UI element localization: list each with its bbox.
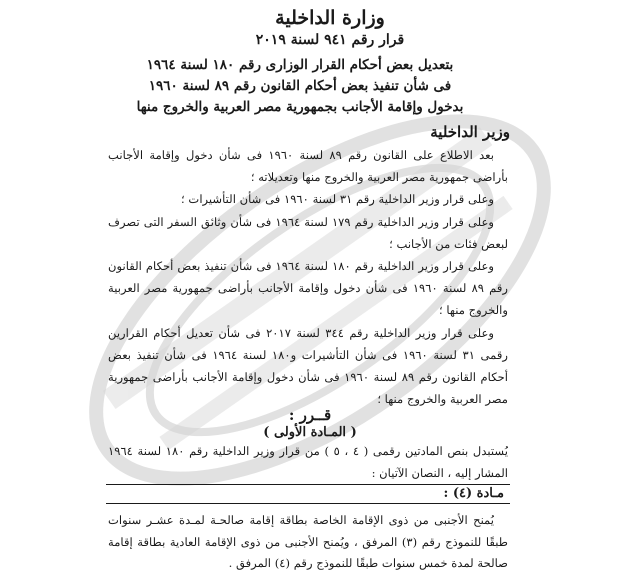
document-header (120, 6, 540, 50)
preamble-paragraph: وعلى قرار وزير الداخلية رقم ١٨٠ لسنة ١٩٦٤ فى شأن تنفيذ بعض أحكام القانون رقم ٨٩ لسنة ١٩٦٠ فى شأن دخول وإقامة الأجانب بأراضى جمهورية مصر العربية والخروج منها ؛ (108, 259, 508, 318)
article-one-paragraph: يُستبدل بنص المادتين رقمى ( ٤ ، ٥ ) من قرار وزير الداخلية رقم ١٨٠ لسنة ١٩٦٤ المشار إليه ، النصان الآتيان : (108, 444, 508, 480)
preamble (108, 144, 508, 410)
preamble-paragraph: وعلى قرار وزير الداخلية رقم ٣١ لسنة ١٩٦٠ فى شأن التأشيرات ؛ (181, 192, 494, 207)
article-four-header (106, 484, 510, 504)
decided-heading: قــرر : (288, 406, 332, 424)
article-one-text (108, 440, 508, 484)
article-four-paragraph: يُمنح الأجنبى من ذوى الإقامة الخاصة بطاقة إقامة صالحـة لمـدة عشـر سنوات طبقًا للنموذج رقم (٣) المرفق ، ويُمنح الأجنبى من ذوى الإقامة العادية بطاقة إقامة صالحة لمدة خمس سنوات طبقًا للنموذج رقم (٤) المرفق . (108, 513, 508, 570)
ministry-name: وزارة الداخلية (275, 7, 385, 29)
preamble-paragraph: وعلى قرار وزير الداخلية رقم ١٧٩ لسنة ١٩٦٤ فى شأن وثائق السفر التى تصرف لبعض فئات من الأجانب ؛ (108, 214, 508, 251)
article-four-text (108, 510, 508, 575)
decree-number: قرار رقم ٩٤١ لسنة ٢٠١٩ (255, 32, 405, 48)
article-four-label: مـادة (٤) : (443, 486, 504, 501)
preamble-paragraph: بعد الاطلاع على القانون رقم ٨٩ لسنة ١٩٦٠ فى شأن دخول وإقامة الأجانب بأراضى جمهورية مصر العربية والخروج منها وتعديلاته ؛ (108, 148, 508, 185)
subject-line: فى شأن تنفيذ بعض أحكام القانون رقم ٨٩ لسنة ١٩٦٠ (148, 78, 452, 94)
subject-line: بتعديل بعض أحكام القرار الوزارى رقم ١٨٠ لسنة ١٩٦٤ (146, 57, 454, 73)
subject-line: بدخول وإقامة الأجانب بجمهورية مصر العربية والخروج منها (136, 99, 464, 115)
minister-title: وزير الداخلية (430, 123, 510, 141)
article-one-title: ( المـادة الأولى ) (263, 425, 357, 440)
preamble-paragraph: وعلى قرار وزير الداخلية رقم ٣٤٤ لسنة ٢٠١٧ فى شأن تعديل أحكام القرارين رقمى ٣١ لسنة ١٩٦٠ فى شأن التأشيرات و١٨٠ لسنة ١٩٦٤ فى شأن تنفيذ بعض أحكام القانون رقم ٨٩ لسنة ١٩٦٠ فى شأن دخول وإقامة الأجانب بأراضى جمهورية مصر العربية والخروج منها ؛ (108, 325, 508, 407)
decree-subject (90, 55, 510, 118)
